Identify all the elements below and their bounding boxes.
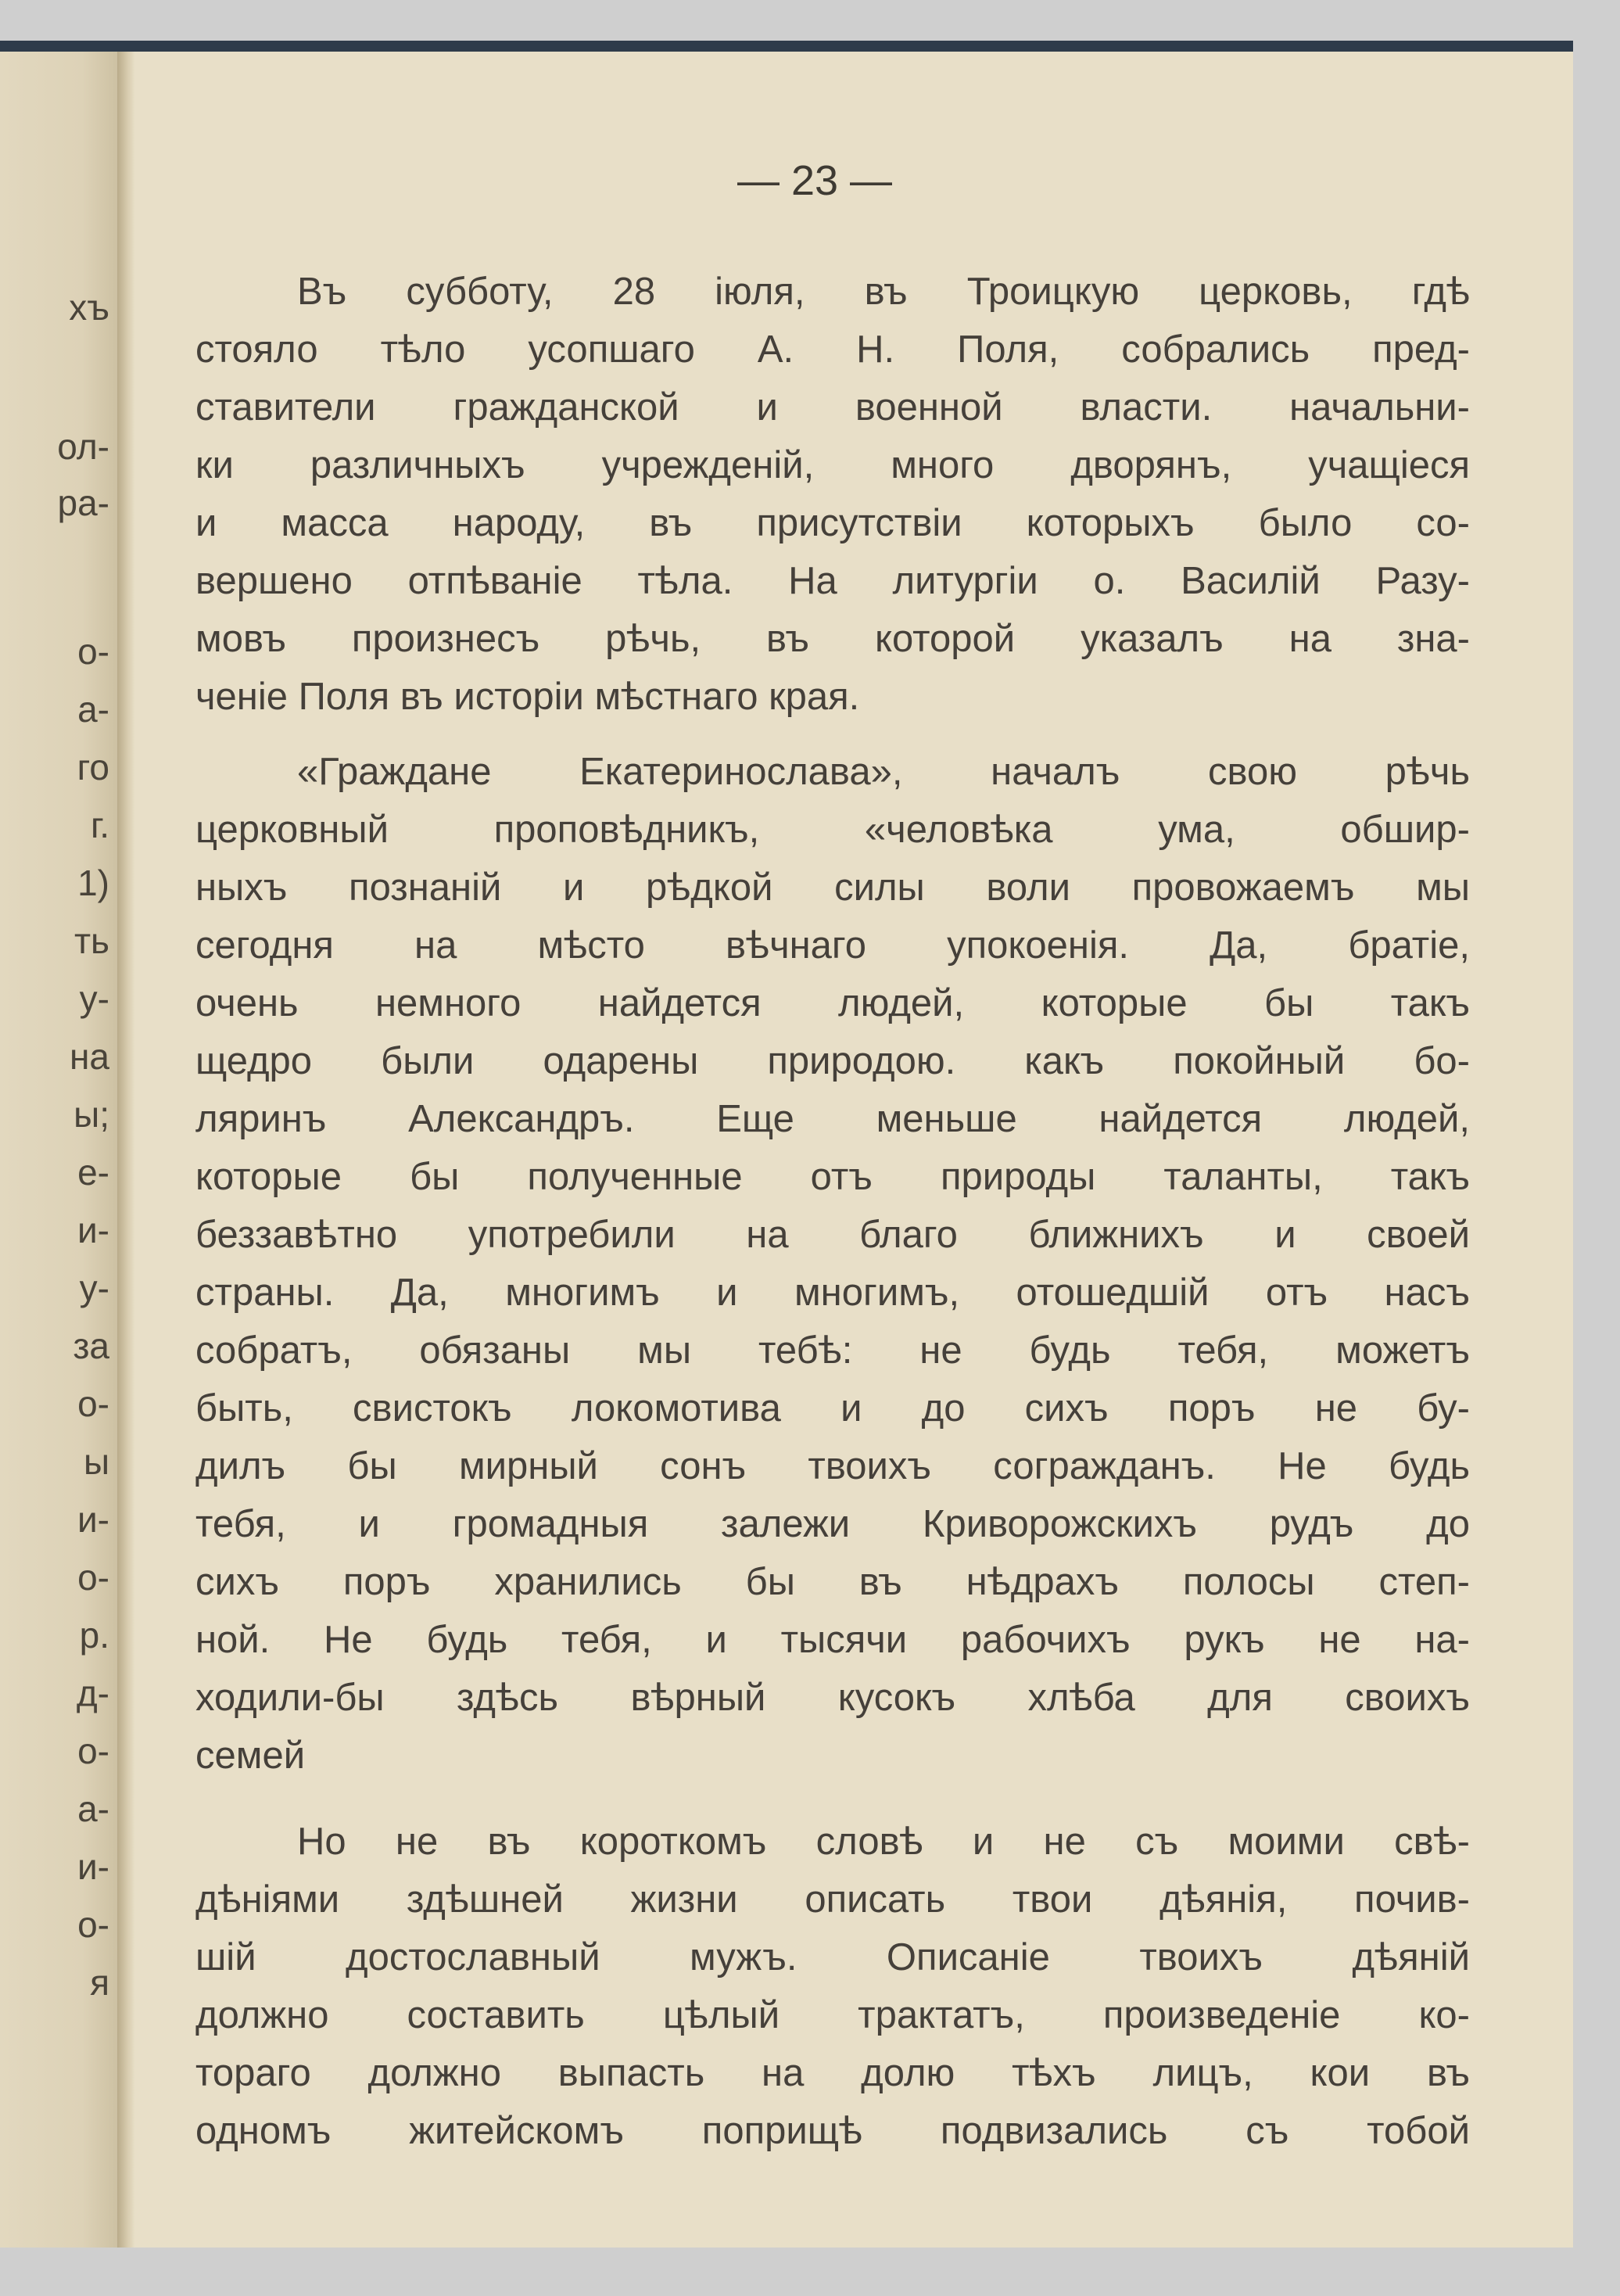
previous-page-fragment: за xyxy=(73,1326,109,1366)
previous-page-fragment: о- xyxy=(77,1731,109,1771)
text-line: очень немного найдется людей, которые бы такъ xyxy=(195,982,1470,1024)
text-line: вершено отпѣваніе тѣла. На литургіи о. Василій Разу- xyxy=(195,560,1470,602)
text-line: должно составить цѣлый трактатъ, произведеніе ко- xyxy=(195,1994,1470,2036)
previous-page-fragment: ра- xyxy=(57,483,109,523)
text-line: мовъ произнесъ рѣчь, въ которой указалъ на зна- xyxy=(195,618,1470,660)
previous-page-fragment: и- xyxy=(77,1846,109,1887)
text-line: беззавѣтно употребили на благо ближнихъ и своей xyxy=(195,1214,1470,1256)
previous-page-fragment: а- xyxy=(77,689,109,730)
text-line: Въ субботу, 28 іюля, въ Троицкую церковь, гдѣ xyxy=(297,271,1470,313)
previous-page-fragment: а- xyxy=(77,1788,109,1829)
paragraph-2 xyxy=(195,743,1470,1785)
text-line: сихъ поръ хранились бы въ нѣдрахъ полосы степ- xyxy=(195,1561,1470,1603)
text-line: дилъ бы мирный сонъ твоихъ согражданъ. Не будь xyxy=(195,1445,1470,1487)
text-line: тебя, и громадныя залежи Криворожскихъ рудъ до xyxy=(195,1503,1470,1545)
text-line: страны. Да, многимъ и многимъ, отошедшій отъ насъ xyxy=(195,1272,1470,1314)
text-line: ставители гражданской и военной власти. начальни- xyxy=(195,386,1470,429)
book-gutter xyxy=(117,52,134,2248)
text-line: одномъ житейскомъ поприщѣ подвизались съ тобой xyxy=(195,2110,1470,2152)
previous-page-fragment: о- xyxy=(77,1557,109,1598)
text-line: дѣніями здѣшней жизни описать твои дѣянія, почив- xyxy=(195,1878,1470,1921)
previous-page-fragment: я xyxy=(90,1962,109,2003)
text-line: шій достославный мужъ. Описаніе твоихъ дѣяній xyxy=(195,1936,1470,1979)
previous-page-fragment: г. xyxy=(91,805,109,845)
text-line: сегодня на мѣсто вѣчнаго упокоенія. Да, братіе, xyxy=(195,924,1470,967)
previous-page-text-fragments xyxy=(0,52,117,2248)
text-line: стояло тѣло усопшаго А. Н. Поля, собрались пред- xyxy=(195,328,1470,371)
previous-page-fragment: на xyxy=(70,1036,109,1077)
previous-page-fragment: у- xyxy=(79,1268,109,1308)
previous-page-edge xyxy=(0,52,117,2248)
previous-page-fragment: о- xyxy=(77,1904,109,1945)
text-line: щедро были одарены природою. какъ покойный бо- xyxy=(195,1040,1470,1082)
text-line: собратъ, обязаны мы тебѣ: не будь тебя, можетъ xyxy=(195,1329,1470,1372)
text-line: ченіе Поля въ исторіи мѣстнаго края. xyxy=(195,676,860,718)
text-line: ляринъ Александръ. Еще меньше найдется людей, xyxy=(195,1098,1470,1140)
text-line: быть, свистокъ локомотива и до сихъ поръ не бу- xyxy=(195,1387,1470,1430)
previous-page-fragment: ы xyxy=(83,1441,109,1482)
previous-page-fragment: и- xyxy=(77,1499,109,1540)
text-line: семей xyxy=(195,1735,306,1777)
scanned-book-spread xyxy=(0,41,1573,2248)
page-number: — 23 — xyxy=(737,157,893,204)
paragraph-3 xyxy=(195,1813,1470,2160)
previous-page-fragment: ть xyxy=(73,920,109,961)
text-line: тораго должно выпасть на долю тѣхъ лицъ, кои въ xyxy=(195,2052,1470,2094)
previous-page-fragment: о- xyxy=(77,631,109,672)
text-line: ной. Не будь тебя, и тысячи рабочихъ рукъ не на- xyxy=(195,1619,1470,1661)
text-line: и масса народу, въ присутствіи которыхъ было со- xyxy=(195,502,1470,544)
previous-page-fragment: д- xyxy=(76,1673,109,1713)
paragraph-1 xyxy=(195,263,1470,726)
text-line: Но не въ короткомъ словѣ и не съ моими свѣ- xyxy=(297,1821,1470,1863)
scan-top-edge xyxy=(0,41,1573,52)
text-line: которые бы полученные отъ природы таланты, такъ xyxy=(195,1156,1470,1198)
previous-page-fragment: и- xyxy=(77,1210,109,1250)
previous-page-fragment: ол- xyxy=(57,426,109,467)
previous-page-fragment: о- xyxy=(77,1383,109,1424)
previous-page-fragment: е- xyxy=(77,1152,109,1193)
text-line: ходили-бы здѣсь вѣрный кусокъ хлѣба для своихъ xyxy=(195,1677,1470,1719)
text-line: ки различныхъ учрежденій, много дворянъ, учащіеся xyxy=(195,444,1470,486)
previous-page-fragment: у- xyxy=(79,978,109,1019)
previous-page-fragment: го xyxy=(77,747,109,787)
previous-page-fragment: ы; xyxy=(73,1094,109,1135)
text-line: церковный проповѣдникъ, «человѣка ума, обшир- xyxy=(195,809,1470,851)
text-line: ныхъ познаній и рѣдкой силы воли провожаемъ мы xyxy=(195,866,1470,909)
text-line: «Граждане Екатеринослава», началъ свою рѣчь xyxy=(297,751,1470,793)
previous-page-fragment: 1) xyxy=(77,863,109,903)
previous-page-fragment: р. xyxy=(79,1615,109,1656)
previous-page-fragment: хъ xyxy=(69,287,109,328)
